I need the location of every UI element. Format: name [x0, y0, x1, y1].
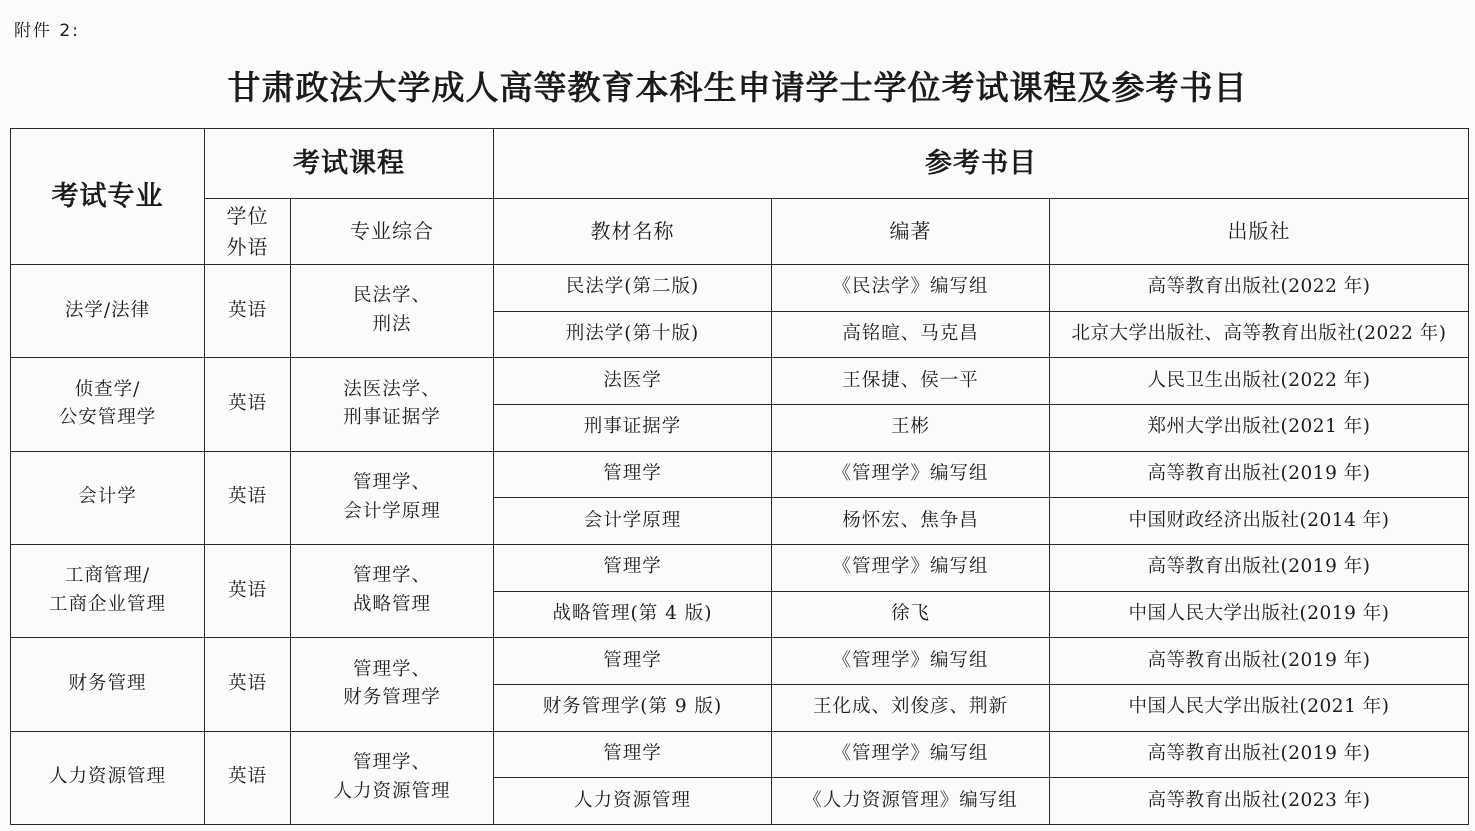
textbook-cell: 法医学 [494, 358, 772, 405]
author-cell: 《管理学》编写组 [772, 451, 1050, 498]
course-table [10, 128, 1469, 825]
header-textbook: 教材名称 [494, 199, 772, 265]
specialty-cell: 管理学、 战略管理 [291, 544, 494, 637]
author-cell: 杨怀宏、焦争昌 [772, 498, 1050, 545]
publisher-cell: 中国财政经济出版社(2014 年) [1050, 498, 1469, 545]
major-cell: 法学/法律 [11, 265, 205, 358]
publisher-cell: 中国人民大学出版社(2021 年) [1050, 684, 1469, 731]
publisher-cell: 高等教育出版社(2022 年) [1050, 265, 1469, 312]
author-cell: 徐飞 [772, 591, 1050, 638]
specialty-cell: 法医法学、 刑事证据学 [291, 358, 494, 451]
textbook-cell: 刑法学(第十版) [494, 311, 772, 358]
publisher-cell: 高等教育出版社(2023 年) [1050, 778, 1469, 825]
specialty-cell: 民法学、 刑法 [291, 265, 494, 358]
major-cell: 侦查学/ 公安管理学 [11, 358, 205, 451]
header-author: 编著 [772, 199, 1050, 265]
header-specialty: 专业综合 [291, 199, 494, 265]
author-cell: 王化成、刘俊彦、荆新 [772, 684, 1050, 731]
textbook-cell: 人力资源管理 [494, 778, 772, 825]
language-cell: 英语 [205, 544, 291, 637]
language-cell: 英语 [205, 638, 291, 731]
major-cell: 财务管理 [11, 638, 205, 731]
publisher-cell: 高等教育出版社(2019 年) [1050, 451, 1469, 498]
specialty-cell: 管理学、 财务管理学 [291, 638, 494, 731]
publisher-cell: 高等教育出版社(2019 年) [1050, 731, 1469, 778]
author-cell: 王保捷、侯一平 [772, 358, 1050, 405]
textbook-cell: 管理学 [494, 731, 772, 778]
specialty-cell: 管理学、 会计学原理 [291, 451, 494, 544]
table-row [11, 731, 1469, 778]
textbook-cell: 会计学原理 [494, 498, 772, 545]
publisher-cell: 人民卫生出版社(2022 年) [1050, 358, 1469, 405]
language-cell: 英语 [205, 265, 291, 358]
publisher-cell: 高等教育出版社(2019 年) [1050, 544, 1469, 591]
table-row [11, 638, 1469, 685]
header-major: 考试专业 [11, 129, 205, 265]
language-cell: 英语 [205, 451, 291, 544]
publisher-cell: 北京大学出版社、高等教育出版社(2022 年) [1050, 311, 1469, 358]
attachment-label: 附件 2: [14, 21, 80, 41]
table-row [11, 544, 1469, 591]
major-cell: 工商管理/ 工商企业管理 [11, 544, 205, 637]
author-cell: 《管理学》编写组 [772, 731, 1050, 778]
header-books: 参考书目 [494, 129, 1469, 199]
header-courses: 考试课程 [205, 129, 494, 199]
author-cell: 《管理学》编写组 [772, 544, 1050, 591]
page-title: 甘肃政法大学成人高等教育本科生申请学士学位考试课程及参考书目 [227, 68, 1248, 107]
textbook-cell: 刑事证据学 [494, 404, 772, 451]
publisher-cell: 中国人民大学出版社(2019 年) [1050, 591, 1469, 638]
major-cell: 人力资源管理 [11, 731, 205, 824]
textbook-cell: 管理学 [494, 544, 772, 591]
header-publisher: 出版社 [1050, 199, 1469, 265]
header-foreign-lang: 学位 外语 [205, 199, 291, 265]
author-cell: 《管理学》编写组 [772, 638, 1050, 685]
author-cell: 《人力资源管理》编写组 [772, 778, 1050, 825]
major-cell: 会计学 [11, 451, 205, 544]
language-cell: 英语 [205, 731, 291, 824]
textbook-cell: 民法学(第二版) [494, 265, 772, 312]
table-row [11, 451, 1469, 498]
specialty-cell: 管理学、 人力资源管理 [291, 731, 494, 824]
table-body [11, 265, 1469, 825]
textbook-cell: 战略管理(第 4 版) [494, 591, 772, 638]
textbook-cell: 财务管理学(第 9 版) [494, 684, 772, 731]
table-row [11, 265, 1469, 312]
textbook-cell: 管理学 [494, 638, 772, 685]
author-cell: 《民法学》编写组 [772, 265, 1050, 312]
author-cell: 高铭暄、马克昌 [772, 311, 1050, 358]
language-cell: 英语 [205, 358, 291, 451]
textbook-cell: 管理学 [494, 451, 772, 498]
publisher-cell: 郑州大学出版社(2021 年) [1050, 404, 1469, 451]
table-row [11, 358, 1469, 405]
publisher-cell: 高等教育出版社(2019 年) [1050, 638, 1469, 685]
author-cell: 王彬 [772, 404, 1050, 451]
